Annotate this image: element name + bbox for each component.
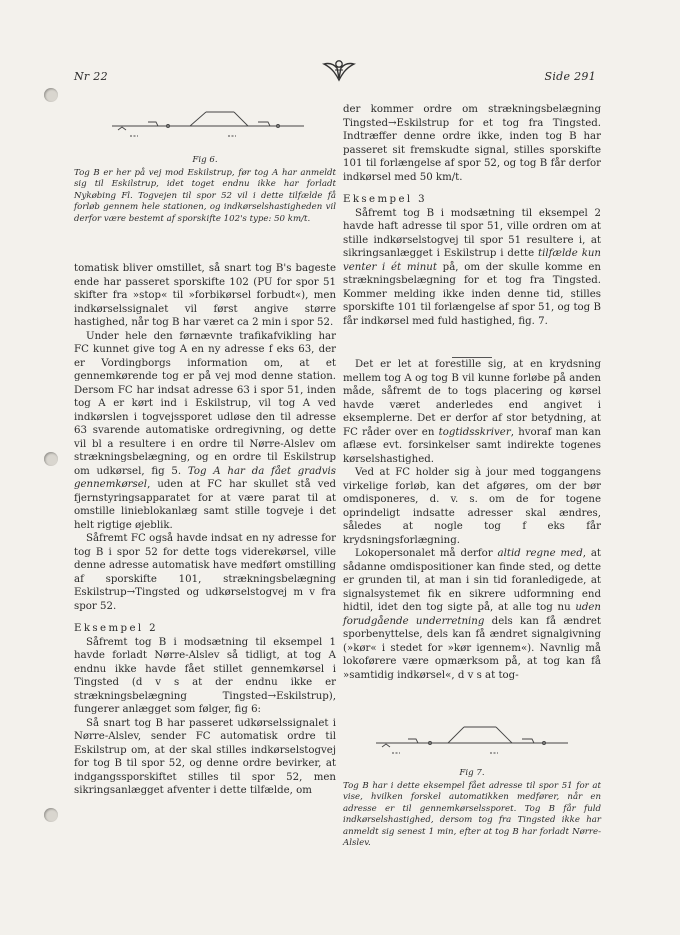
figure-7-label: Fig 7. bbox=[459, 768, 485, 778]
winged-wheel-logo-icon bbox=[322, 58, 356, 84]
figure-7-caption-text: Tog B har i dette eksempel fået adresse til spor 51 for at vise, hvilken forskel automatikken medfører, når en adresse er til gennemkørselssporet. Tog B får fuld indkørselshastighed, dersom tog fra Tingsted ikke har anmeldt sig senest 1 min, efter at tog B har forladt Nørre-Alslev. bbox=[343, 780, 601, 848]
left-column bbox=[74, 262, 336, 798]
paragraph: Under hele den førnævnte trafikafvikling har FC kunnet give tog A en ny adresse f eks 63, der er Vordingborgs information om, at et gennemkørende tog er på vej mod denne station. Dersom FC har indsat adresse 63 i spor 51, inden tog A er kørt ind i Eskilstrup, vil tog A ved indkørslen i togvejssporet udløse den til adresse 63 svarende automatiske ordregivning, og dette vil bl a resultere i en ordre til Nørre-Alslev om strækningsbelægning, og en ordre til Eskilstrup om udkørsel, fig 5. Tog A har da fået gradvis gennemkørsel, uden at FC har skullet stå ved fjernstyringsapparatet for at være parat til at omstille linieblokanlæg samt stille togveje i det helt rigtige øjeblik. bbox=[74, 330, 336, 531]
figure-6-label: Fig 6. bbox=[192, 155, 218, 165]
section-heading: Eksempel 3 bbox=[343, 194, 428, 205]
binder-hole-bottom bbox=[44, 808, 58, 822]
binder-hole-middle bbox=[44, 452, 58, 466]
paragraph: Det er let at forestille sig, at en krydsning mellem tog A og tog B vil kunne forløbe på anden måde, såfremt de to togs placering og kørsel havde været anderledes end angivet i eksemplerne. Det er derfor af stor betydning, at FC råder over en togtidsskriver, hvoraf man kan aflæse evt. forsinkelser samt indirekte togenes kørselshastighed. bbox=[343, 359, 601, 465]
figure-6-caption-text: Tog B er her på vej mod Eskilstrup, før tog A har anmeldt sig til Eskilstrup, idet toget endnu ikke har forladt Nykøbing Fl. Togvejen til spor 52 vil i dette tilfælde få forløb gennem hele stationen, og indkørselshastigheden vil derfor være bestemt af sporskifte 102's type: 50 km/t. bbox=[74, 167, 336, 224]
issue-number: Nr 22 bbox=[74, 70, 108, 83]
paragraph: Ved at FC holder sig à jour med toggangens virkelige forløb, kan det afgøres, om der bør omdisponeres, d. v. s. om de for togene oprindeligt indsatte adresser skal ændres, således at nogle tog f eks får krydsningsforlægning. bbox=[343, 467, 601, 546]
section-divider bbox=[452, 357, 492, 358]
figure-6-track-diagram bbox=[108, 100, 308, 148]
paragraph: der kommer ordre om strækningsbelægning Tingsted→Eskilstrup for et tog fra Tingsted. Indtræffer denne ordre ikke, inden tog B har passeret sit fremskudte signal, stilles sporskifte 101 til forlængelse af spor 52, og tog B får derfor indkørsel med 50 km/t. bbox=[343, 104, 601, 183]
right-column bbox=[343, 103, 601, 682]
binder-hole-top bbox=[44, 88, 58, 102]
section-heading: Eksempel 2 bbox=[74, 623, 159, 634]
paragraph: Såfremt FC også havde indsat en ny adresse for tog B i spor 52 for dette togs viderekørsel, ville denne adresse automatisk have medført omstilling af sporskifte 101, strækningsbelægning Eskilstrup→Tingsted og udkørselstogvej m v fra spor 52. bbox=[74, 533, 336, 612]
paragraph: Såfremt tog B i modsætning til eksempel 2 havde haft adresse til spor 51, ville ordren om at stille indkørselstogvej til spor 51 resultere i, at sikringsanlægget i Eskilstrup i dette tilfælde kun venter i ét minut på, om der skulle komme en strækningsbelægning for et tog fra Tingsted. Kommer melding ikke inden denne tid, stilles sporskifte 101 til forlængelse af spor 51, og tog B får indkørsel med fuld hastighed, fig. 7. bbox=[343, 207, 601, 327]
paragraph: Lokopersonalet må derfor altid regne med, at sådanne omdispositioner kan finde sted, og dette er grunden til, at man i sin tid foranledigede, at signalsystemet fik en sikrere udformning end hidtil, idet den tog sigte på, at alle tog nu uden forudgående underretning dels kan få ændret sporbenyttelse, dels kan få ændret signalgivning (»kør« i stedet for »kør igennem«). Navnlig må lokoførere være opmærksom på, at tog kan få »samtidig indkørsel«, d v s at tog- bbox=[343, 548, 601, 681]
figure-7-caption bbox=[343, 768, 601, 850]
figure-7-track-diagram bbox=[372, 717, 572, 765]
paragraph: Såfremt tog B i modsætning til eksempel 1 havde forladt Nørre-Alslev så tidligt, at tog A endnu ikke havde fået stillet gennemkørsel i Tingsted (d v s at der endnu ikke er strækningsbelægning Tingsted→Eskilstrup), fungerer anlægget som følger, fig 6: bbox=[74, 636, 336, 715]
paragraph: Så snart tog B har passeret udkørselssignalet i Nørre-Alslev, sender FC automatisk ordre til Eskilstrup om, at der skal stilles indkørselstogvej for tog B til spor 52, og denne ordre bevirker, at indgangssporskiftet stilles til spor 52, men sikringsanlægget afventer i dette tilfælde, om bbox=[74, 717, 336, 796]
paragraph: tomatisk bliver omstillet, så snart tog B's bageste ende har passeret sporskifte 102 (PU for spor 51 skifter fra »stop« til »forbikørsel forbudt«), men indkørselssignalet vil først angive større hastighed, når tog B har været ca 2 min i spor 52. bbox=[74, 263, 336, 328]
page-number: Side 291 bbox=[544, 70, 596, 83]
figure-6-caption bbox=[74, 155, 336, 225]
